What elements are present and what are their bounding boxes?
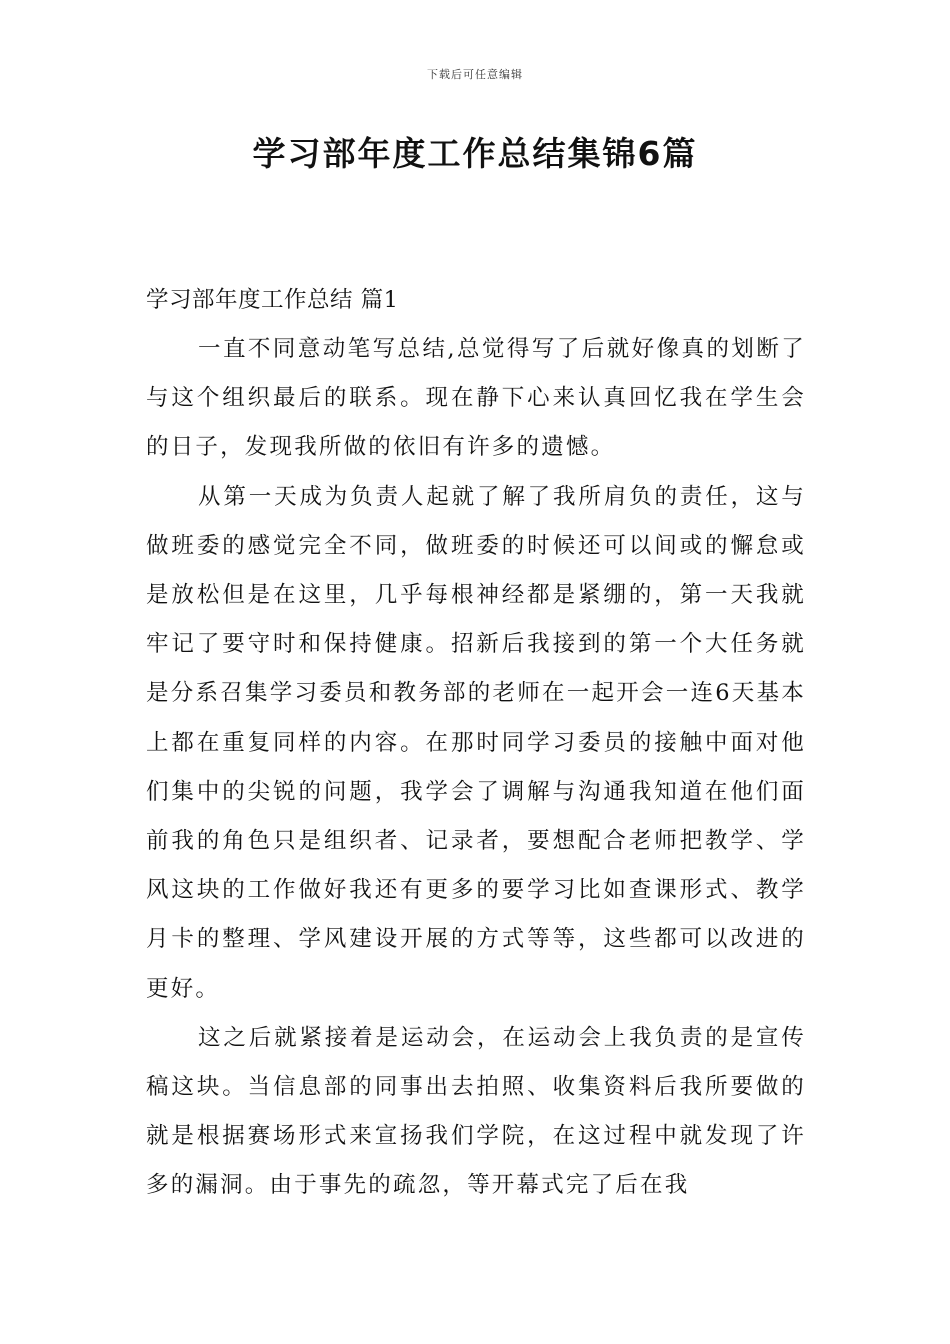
section-heading: 学习部年度工作总结 篇1 xyxy=(146,287,399,313)
paragraph-1: 一直不同意动笔写总结,总觉得写了后就好像真的划断了与这个组织最后的联系。现在静下心来认真回忆我在学生会的日子，发现我所做的依旧有许多的遗憾。 xyxy=(146,336,806,461)
document-body xyxy=(146,276,806,1211)
header-note: 下载后可任意编辑 xyxy=(427,68,523,81)
paragraph-2: 从第一天成为负责人起就了解了我所肩负的责任，这与做班委的感觉完全不同，做班委的时候还可以间或的懈怠或是放松但是在这里，几乎每根神经都是紧绷的，第一天我就牢记了要守时和保持健康。招新后我接到的第一个大任务就是分系召集学习委员和教务部的老师在一起开会一连6天基本上都在重复同样的内容。在那时同学习委员的接触中面对他们集中的尖锐的问题，我学会了调解与沟通我知道在他们面前我的角色只是组织者、记录者，要想配合老师把教学、学风这块的工作做好我还有更多的要学习比如查课形式、教学月卡的整理、学风建设开展的方式等等，这些都可以改进的更好。 xyxy=(146,483,806,1002)
document-title: 学习部年度工作总结集锦6篇 xyxy=(252,134,698,173)
paragraph-3: 这之后就紧接着是运动会，在运动会上我负责的是宣传稿这块。当信息部的同事出去拍照、收集资料后我所要做的就是根据赛场形式来宣扬我们学院，在这过程中就发现了许多的漏洞。由于事先的疏忽，等开幕式完了后在我 xyxy=(146,1024,806,1199)
